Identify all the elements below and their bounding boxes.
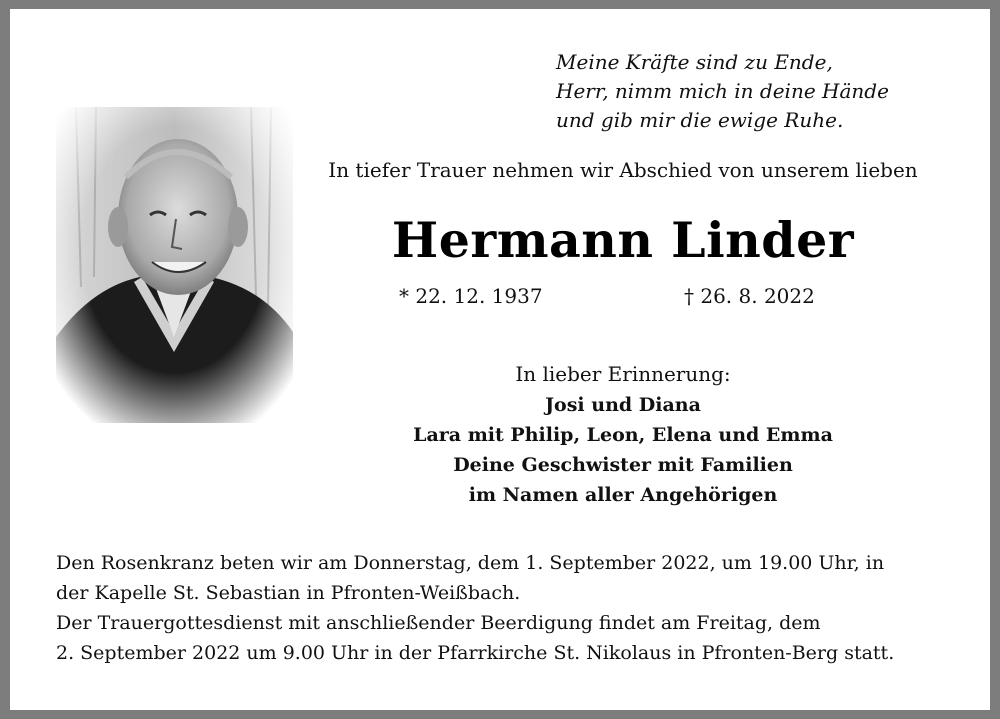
remembrance-label: In lieber Erinnerung: (515, 362, 731, 386)
portrait-image (56, 107, 293, 423)
poem-line: Herr, nimm mich in deine Hände (556, 79, 889, 103)
mourner-line: Josi und Diana (545, 394, 701, 416)
poem (556, 48, 956, 135)
birth-date: * 22. 12. 1937 (399, 284, 543, 308)
mourners-list (313, 390, 933, 510)
service-info-line: Den Rosenkranz beten wir am Donnerstag, dem 1. September 2022, um 19.00 Uhr, in (56, 552, 885, 574)
service-info-line: 2. September 2022 um 9.00 Uhr in der Pfarrkirche St. Nikolaus in Pfronten-Berg statt. (56, 642, 895, 664)
poem-line: und gib mir die ewige Ruhe. (556, 108, 844, 132)
intro-text: In tiefer Trauer nehmen wir Abschied von unserem lieben (328, 158, 918, 182)
death-date: † 26. 8. 2022 (684, 284, 815, 308)
service-info-line: Der Trauergottesdienst mit anschließender Beerdigung findet am Freitag, dem (56, 612, 821, 634)
mourner-line: im Namen aller Angehörigen (468, 484, 778, 506)
service-info (56, 548, 956, 668)
portrait-photo (56, 107, 293, 423)
deceased-name: Hermann Linder (391, 211, 855, 269)
poem-line: Meine Kräfte sind zu Ende, (556, 50, 833, 74)
mourner-line: Deine Geschwister mit Familien (453, 454, 793, 476)
mourner-line: Lara mit Philip, Leon, Elena und Emma (413, 424, 833, 446)
service-info-line: der Kapelle St. Sebastian in Pfronten-Weißbach. (56, 582, 521, 604)
